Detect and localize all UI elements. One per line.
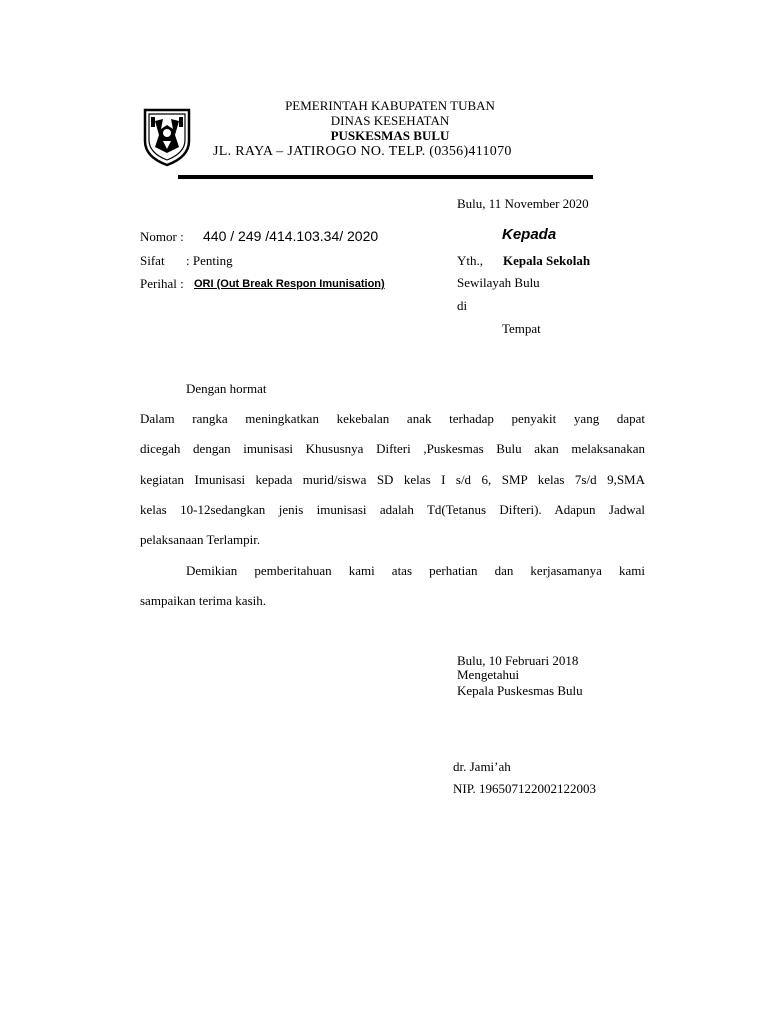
signature-acknowledged: Mengetahui (457, 667, 520, 682)
signature-title: Kepala Puskesmas Bulu (457, 683, 583, 698)
signatory-nip: NIP. 196507122002122003 (453, 781, 597, 796)
recipient-di: di (457, 298, 468, 313)
body-line-4: kelas 10-12sedangkan jenis imunisasi adalah Td(Tetanus Difteri). Adapun Jadwal (140, 502, 645, 517)
nomor-value: 440 / 249 /414.103.34/ 2020 (203, 228, 379, 244)
sifat-value: : Penting (186, 253, 233, 268)
letterhead-institution: PUSKESMAS BULU (330, 128, 450, 143)
letterhead-department: DINAS KESEHATAN (330, 113, 450, 128)
recipient-area: Sewilayah Bulu (457, 275, 540, 290)
nomor-label: Nomor : (140, 229, 184, 244)
letter-date: Bulu, 11 November 2020 (457, 196, 589, 211)
body-line-3: kegiatan Imunisasi kepada murid/siswa SD kelas I s/d 6, SMP kelas 7s/d 9,SMA (140, 472, 645, 487)
letterhead-divider (178, 175, 593, 179)
yth-label: Yth., (457, 253, 483, 268)
recipient-name: Kepala Sekolah (503, 253, 591, 268)
signatory-name: dr. Jami’ah (453, 759, 511, 774)
closing-line-2: sampaikan terima kasih. (140, 593, 266, 608)
greeting: Dengan hormat (186, 381, 267, 396)
signature-date: Bulu, 10 Februari 2018 (457, 653, 579, 668)
recipient-place: Tempat (502, 321, 541, 336)
perihal-label: Perihal : (140, 276, 184, 291)
letterhead-address: JL. RAYA – JATIROGO NO. TELP. (0356)411070 (213, 144, 512, 159)
body-line-1: Dalam rangka meningkatkan kekebalan anak terhadap penyakit yang dapat (140, 411, 645, 426)
sifat-label: Sifat (140, 253, 165, 268)
body-line-2: dicegah dengan imunisasi Khususnya Difteri ,Puskesmas Bulu akan melaksanakan (140, 441, 645, 456)
letterhead-government: PEMERINTAH KABUPATEN TUBAN (285, 98, 495, 113)
body-line-5: pelaksanaan Terlampir. (140, 532, 261, 547)
perihal-value: ORI (Out Break Respon Imunisation) (194, 278, 385, 290)
closing-line-1: Demikian pemberitahuan kami atas perhatian dan kerjasamanya kami (186, 563, 645, 578)
kepada-heading: Kepada (502, 226, 557, 243)
